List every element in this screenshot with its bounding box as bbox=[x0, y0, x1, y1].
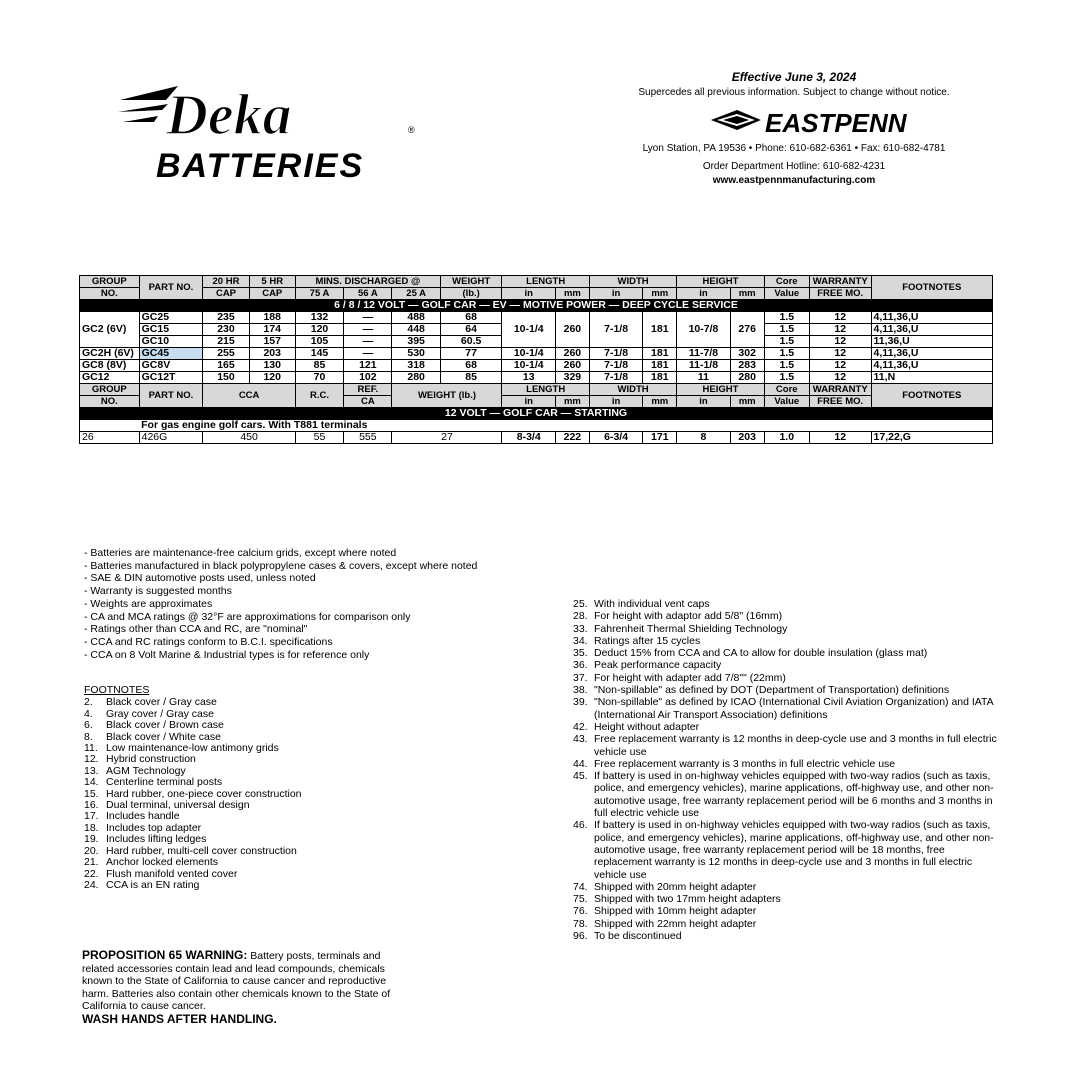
cap20-cell: 230 bbox=[203, 324, 249, 336]
list-item bbox=[573, 733, 1003, 758]
col-value-header: Value bbox=[764, 288, 809, 300]
m75-cell: 120 bbox=[295, 324, 343, 336]
height-mm-cell: 276 bbox=[730, 312, 764, 348]
col-free-header: FREE MO. bbox=[809, 396, 871, 408]
col-in-header: in bbox=[589, 288, 642, 300]
col-cap-header: CAP bbox=[203, 288, 249, 300]
list-item: - Weights are approximates bbox=[84, 597, 213, 610]
footnote-text: Flush manifold vented cover bbox=[106, 867, 238, 880]
list-item bbox=[573, 721, 1003, 733]
footnote-text: Shipped with 10mm height adapter bbox=[594, 905, 757, 918]
list-item bbox=[84, 720, 554, 731]
col-part-header: PART NO. bbox=[139, 384, 203, 408]
col-56a-header: 56 A bbox=[344, 288, 392, 300]
footnote-number: 28. bbox=[573, 610, 588, 623]
warranty-cell: 12 bbox=[809, 336, 871, 348]
footnote-text: Centerline terminal posts bbox=[106, 776, 223, 789]
length-in-cell: 8-3/4 bbox=[502, 432, 555, 444]
footnote-text: Hard rubber, one-piece cover construction bbox=[106, 787, 302, 800]
list-item bbox=[573, 893, 1003, 905]
footnote-number: 19. bbox=[84, 833, 99, 846]
col-cca-header: CCA bbox=[203, 384, 296, 408]
footnote-text: Low maintenance-low antimony grids bbox=[106, 742, 279, 755]
footnote-text: Anchor locked elements bbox=[106, 856, 219, 869]
col-value-header: Value bbox=[764, 396, 809, 408]
group-cell: 26 bbox=[80, 432, 140, 444]
table-note-row bbox=[80, 420, 993, 432]
height-in-cell: 8 bbox=[677, 432, 730, 444]
footnote-text: To be discontinued bbox=[594, 930, 682, 943]
col-rc-header: R.C. bbox=[295, 384, 343, 408]
footnote-text: Height without adapter bbox=[594, 720, 700, 733]
col-mins-header: MINS. DISCHARGED @ bbox=[295, 276, 440, 288]
col-width-header: WIDTH bbox=[589, 276, 676, 288]
cap20-cell: 150 bbox=[203, 372, 249, 384]
wash-hands-warning: WASH HANDS AFTER HANDLING. bbox=[82, 1011, 277, 1026]
footnote-number: 24. bbox=[84, 878, 99, 891]
cap20-cell: 215 bbox=[203, 336, 249, 348]
col-in-header: in bbox=[677, 288, 730, 300]
table-subheader-row bbox=[80, 288, 993, 300]
weight-cell: 64 bbox=[440, 324, 502, 336]
list-item: - Batteries manufactured in black polypropylene cases & covers, except where noted bbox=[84, 559, 478, 572]
footnote-number: 42. bbox=[573, 720, 588, 733]
warranty-cell: 12 bbox=[809, 324, 871, 336]
m56-cell: — bbox=[344, 324, 392, 336]
list-item bbox=[573, 647, 1003, 659]
m56-cell: 102 bbox=[344, 372, 392, 384]
col-mm-header: mm bbox=[643, 396, 677, 408]
section-band-starting bbox=[80, 408, 993, 420]
col-5hr-header: 5 HR bbox=[249, 276, 295, 288]
battery-spec-table bbox=[79, 275, 993, 444]
cap20-cell: 235 bbox=[203, 312, 249, 324]
length-mm-cell: 260 bbox=[555, 312, 589, 348]
list-item bbox=[84, 777, 554, 788]
col-in-header: in bbox=[589, 396, 642, 408]
col-mm-header: mm bbox=[643, 288, 677, 300]
footnote-number: 75. bbox=[573, 893, 588, 906]
height-mm-cell: 203 bbox=[730, 432, 764, 444]
col-free-header: FREE MO. bbox=[809, 288, 871, 300]
footnote-number: 43. bbox=[573, 733, 588, 746]
footnotes-cell: 4,11,36,U bbox=[871, 312, 992, 324]
deka-wordmark: Deka bbox=[166, 82, 292, 147]
list-item bbox=[573, 635, 1003, 647]
height-mm-cell: 302 bbox=[730, 348, 764, 360]
width-mm-cell: 171 bbox=[643, 432, 677, 444]
footnote-text: Peak performance capacity bbox=[594, 659, 722, 672]
length-in-cell: 10-1/4 bbox=[502, 360, 555, 372]
section-band-deep-cycle bbox=[80, 300, 993, 312]
warranty-cell: 12 bbox=[809, 372, 871, 384]
footnote-text: Free replacement warranty is 12 months in deep-cycle use and 3 months in full electric vehicle use bbox=[594, 733, 997, 758]
note-spacer bbox=[80, 420, 140, 432]
footnote-number: 96. bbox=[573, 930, 588, 943]
footnote-text: Ratings after 15 cycles bbox=[594, 634, 701, 647]
footnote-number: 11. bbox=[84, 742, 98, 755]
footnote-text: Gray cover / Gray case bbox=[106, 707, 214, 720]
width-mm-cell: 181 bbox=[643, 348, 677, 360]
height-in-cell: 11-7/8 bbox=[677, 348, 730, 360]
company-address: Lyon Station, PA 19536 • Phone: 610-682-6361 • Fax: 610-682-4781 bbox=[642, 143, 946, 154]
footnote-text: "Non-spillable" as defined by ICAO (International Civil Aviation Organization) and IATA (International Air Transport Association) definitions bbox=[594, 696, 994, 721]
table-header-row bbox=[80, 276, 993, 288]
footnote-text: AGM Technology bbox=[106, 764, 186, 777]
list-item bbox=[573, 672, 1003, 684]
m25-cell: 488 bbox=[392, 312, 440, 324]
col-length-header: LENGTH bbox=[502, 384, 589, 396]
part-cell: GC10 bbox=[139, 336, 203, 348]
footnote-text: For height with adapter add 7/8"" (22mm) bbox=[594, 671, 786, 684]
list-item: - CCA and RC ratings conform to B.C.I. specifications bbox=[84, 635, 333, 648]
section-band-label: 6 / 8 / 12 VOLT — GOLF CAR — EV — MOTIVE POWER — DEEP CYCLE SERVICE bbox=[80, 300, 993, 312]
col-height-header: HEIGHT bbox=[677, 384, 764, 396]
part-cell: GC8V bbox=[139, 360, 203, 372]
footnotes-cell: 11,N bbox=[871, 372, 992, 384]
core-cell: 1.5 bbox=[764, 372, 809, 384]
deka-batteries-logo bbox=[118, 82, 418, 185]
col-warranty-header: WARRANTY bbox=[809, 384, 871, 396]
footnotes-cell: 4,11,36,U bbox=[871, 324, 992, 336]
table-row bbox=[80, 360, 993, 372]
footnote-text: For height with adaptor add 5/8" (16mm) bbox=[594, 610, 783, 623]
footnote-text: Includes top adapter bbox=[106, 821, 202, 834]
list-item bbox=[573, 819, 1003, 880]
cap5-cell: 130 bbox=[249, 360, 295, 372]
footnote-number: 15. bbox=[84, 787, 99, 800]
cap20-cell: 255 bbox=[203, 348, 249, 360]
height-mm-cell: 283 bbox=[730, 360, 764, 372]
footnote-number: 20. bbox=[84, 844, 99, 857]
cap20-cell: 165 bbox=[203, 360, 249, 372]
weight-cell: 68 bbox=[440, 312, 502, 324]
footnote-number: 12. bbox=[84, 753, 99, 766]
col-no-header: NO. bbox=[80, 396, 140, 408]
width-in-cell: 7-1/8 bbox=[589, 348, 642, 360]
list-item: - Warranty is suggested months bbox=[84, 585, 232, 598]
footnote-text: Shipped with 22mm height adapter bbox=[594, 917, 757, 930]
col-ca-header: CA bbox=[344, 396, 392, 408]
weight-cell: 77 bbox=[440, 348, 502, 360]
length-in-cell: 10-1/4 bbox=[502, 348, 555, 360]
footnote-number: 13. bbox=[84, 764, 99, 777]
m56-cell: — bbox=[344, 336, 392, 348]
footnote-number: 78. bbox=[573, 917, 588, 930]
list-item bbox=[84, 857, 554, 868]
height-in-cell: 10-7/8 bbox=[677, 312, 730, 348]
col-footnotes-header: FOOTNOTES bbox=[871, 384, 992, 408]
col-length-header: LENGTH bbox=[502, 276, 589, 288]
height-mm-cell: 280 bbox=[730, 372, 764, 384]
company-website[interactable]: www.eastpennmanufacturing.com bbox=[712, 175, 876, 186]
registered-mark-icon: ® bbox=[408, 125, 415, 135]
list-item bbox=[573, 598, 1003, 610]
col-mm-header: mm bbox=[730, 288, 764, 300]
width-in-cell: 7-1/8 bbox=[589, 372, 642, 384]
footnote-number: 21. bbox=[84, 856, 99, 869]
footnote-number: 18. bbox=[84, 821, 99, 834]
supersedes-note: Supercedes all previous information. Subject to change without notice. bbox=[638, 87, 950, 98]
list-item bbox=[573, 684, 1003, 696]
col-in-header: in bbox=[502, 288, 555, 300]
footnote-text: Black cover / Brown case bbox=[106, 719, 224, 732]
cap5-cell: 157 bbox=[249, 336, 295, 348]
footnote-text: Includes lifting ledges bbox=[106, 833, 207, 846]
footnotes-cell: 4,11,36,U bbox=[871, 348, 992, 360]
m75-cell: 105 bbox=[295, 336, 343, 348]
footnote-number: 35. bbox=[573, 647, 588, 660]
list-item bbox=[573, 659, 1003, 671]
list-item: - CCA on 8 Volt Marine & Industrial types is for reference only bbox=[84, 648, 370, 661]
rc-cell: 55 bbox=[295, 432, 343, 444]
col-in-header: in bbox=[502, 396, 555, 408]
weight-cell: 68 bbox=[440, 360, 502, 372]
footnote-text: "Non-spillable" as defined by DOT (Department of Transportation) definitions bbox=[594, 684, 950, 697]
col-mm-header: mm bbox=[555, 396, 589, 408]
width-in-cell: 7-1/8 bbox=[589, 360, 642, 372]
order-hotline: Order Department Hotline: 610-682-4231 bbox=[702, 161, 886, 172]
m75-cell: 70 bbox=[295, 372, 343, 384]
footnote-text: Shipped with 20mm height adapter bbox=[594, 880, 757, 893]
m75-cell: 85 bbox=[295, 360, 343, 372]
col-height-header: HEIGHT bbox=[677, 276, 764, 288]
col-mm-header: mm bbox=[555, 288, 589, 300]
col-part-header: PART NO. bbox=[139, 276, 203, 300]
group-cell: GC2 (6V) bbox=[80, 312, 140, 348]
m56-cell: 121 bbox=[344, 360, 392, 372]
col-width-header: WIDTH bbox=[589, 384, 676, 396]
list-item bbox=[573, 905, 1003, 917]
eastpenn-wordmark: EASTPENN bbox=[765, 108, 907, 138]
col-mm-header: mm bbox=[730, 396, 764, 408]
footnote-text: Black cover / Gray case bbox=[106, 696, 217, 709]
footnote-text: Hybrid construction bbox=[106, 753, 196, 766]
m56-cell: — bbox=[344, 348, 392, 360]
list-item bbox=[573, 770, 1003, 819]
list-item bbox=[84, 834, 554, 845]
group-cell: GC8 (8V) bbox=[80, 360, 140, 372]
footnotes-right bbox=[573, 598, 1003, 942]
section-band-label: 12 VOLT — GOLF CAR — STARTING bbox=[80, 408, 993, 420]
m25-cell: 530 bbox=[392, 348, 440, 360]
company-header bbox=[600, 70, 988, 188]
weight-cell: 85 bbox=[440, 372, 502, 384]
m25-cell: 395 bbox=[392, 336, 440, 348]
prop65-warning bbox=[82, 949, 412, 1026]
prop65-body: Battery posts, terminals and related accessories contain lead and lead compounds, chemicals known to the State of California to cause cancer and reproductive harm. Batteries also contain other chemicals known to the State of California to cause cancer. bbox=[82, 950, 391, 1013]
footnote-text: With individual vent caps bbox=[594, 598, 710, 610]
part-cell: GC12T bbox=[139, 372, 203, 384]
col-no-header: NO. bbox=[80, 288, 140, 300]
footnote-number: 39. bbox=[573, 696, 588, 709]
width-in-cell: 7-1/8 bbox=[589, 312, 642, 348]
footnote-text: Deduct 15% from CCA and CA to allow for double insulation (glass mat) bbox=[594, 647, 928, 660]
warranty-cell: 12 bbox=[809, 360, 871, 372]
col-in-header: in bbox=[677, 396, 730, 408]
list-item: - CA and MCA ratings @ 32°F are approximations for comparison only bbox=[84, 610, 411, 623]
m25-cell: 448 bbox=[392, 324, 440, 336]
col-cap-header: CAP bbox=[249, 288, 295, 300]
footnotes-cell: 11,36,U bbox=[871, 336, 992, 348]
footnote-number: 45. bbox=[573, 770, 588, 783]
cap5-cell: 188 bbox=[249, 312, 295, 324]
table-note: For gas engine golf cars. With T881 terminals bbox=[139, 420, 992, 432]
group-cell: GC12 bbox=[80, 372, 140, 384]
group-cell: GC2H (6V) bbox=[80, 348, 140, 360]
footnote-number: 25. bbox=[573, 598, 588, 610]
core-cell: 1.5 bbox=[764, 348, 809, 360]
cap5-cell: 120 bbox=[249, 372, 295, 384]
core-cell: 1.5 bbox=[764, 312, 809, 324]
batteries-wordmark: BATTERIES bbox=[156, 147, 365, 185]
ca-cell: 555 bbox=[344, 432, 392, 444]
prop65-title: PROPOSITION 65 WARNING: bbox=[82, 948, 248, 962]
col-group-header: GROUP bbox=[80, 276, 140, 288]
footnote-number: 38. bbox=[573, 684, 588, 697]
footnote-number: 76. bbox=[573, 905, 588, 918]
effective-date: Effective June 3, 2024 bbox=[731, 70, 857, 84]
footnote-text: Shipped with two 17mm height adapters bbox=[594, 893, 781, 906]
table-row bbox=[80, 372, 993, 384]
core-cell: 1.5 bbox=[764, 336, 809, 348]
footnotes-cell: 4,11,36,U bbox=[871, 360, 992, 372]
footnote-number: 34. bbox=[573, 634, 588, 647]
m56-cell: — bbox=[344, 312, 392, 324]
cap5-cell: 203 bbox=[249, 348, 295, 360]
list-item bbox=[573, 881, 1003, 893]
height-in-cell: 11 bbox=[677, 372, 730, 384]
col-weight-lb-header: WEIGHT (lb.) bbox=[392, 384, 502, 408]
footnote-text: Includes handle bbox=[106, 810, 180, 823]
footnote-number: 74. bbox=[573, 880, 588, 893]
col-group-header: GROUP bbox=[80, 384, 140, 396]
cca-cell: 450 bbox=[203, 432, 296, 444]
list-item: - Ratings other than CCA and RC, are "nominal" bbox=[84, 623, 308, 636]
footnote-text: Fahrenheit Thermal Shielding Technology bbox=[594, 622, 788, 635]
table-row bbox=[80, 432, 993, 444]
footnote-text: If battery is used in on-highway vehicles equipped with two-way radios (such as taxis, police, and emergency vehicles), marine applications, off-highway use, and other non-automotive usage, free warranty replacement period will be 6 months and 3 months in full electric vehicle use bbox=[594, 770, 994, 820]
list-item bbox=[84, 880, 554, 891]
footnote-number: 46. bbox=[573, 819, 588, 832]
col-warranty-header: WARRANTY bbox=[809, 276, 871, 288]
col-core-header: Core bbox=[764, 384, 809, 396]
width-mm-cell: 181 bbox=[643, 360, 677, 372]
cap5-cell: 174 bbox=[249, 324, 295, 336]
col-weight-header: WEIGHT bbox=[440, 276, 502, 288]
weight-cell: 60.5 bbox=[440, 336, 502, 348]
footnote-number: 14. bbox=[84, 776, 99, 789]
col-25a-header: 25 A bbox=[392, 288, 440, 300]
col-lb-header: (lb.) bbox=[440, 288, 502, 300]
m75-cell: 132 bbox=[295, 312, 343, 324]
footnotes-cell: 17,22,G bbox=[871, 432, 992, 444]
col-core-header: Core bbox=[764, 276, 809, 288]
core-cell: 1.5 bbox=[764, 360, 809, 372]
table-row bbox=[80, 312, 993, 324]
width-mm-cell: 181 bbox=[643, 312, 677, 348]
weight-cell: 27 bbox=[392, 432, 502, 444]
warranty-cell: 12 bbox=[809, 348, 871, 360]
list-item: - SAE & DIN automotive posts used, unless noted bbox=[84, 572, 316, 585]
part-cell: GC45 bbox=[139, 348, 203, 360]
footnote-number: 4. bbox=[84, 707, 93, 720]
footnote-text: Dual terminal, universal design bbox=[106, 799, 250, 812]
list-item bbox=[573, 930, 1003, 942]
part-cell: GC15 bbox=[139, 324, 203, 336]
core-cell: 1.0 bbox=[764, 432, 809, 444]
footnote-number: 33. bbox=[573, 622, 588, 635]
width-mm-cell: 181 bbox=[643, 372, 677, 384]
list-item bbox=[573, 918, 1003, 930]
footnote-number: 6. bbox=[84, 719, 93, 732]
warranty-cell: 12 bbox=[809, 432, 871, 444]
eastpenn-logo bbox=[709, 102, 907, 138]
list-item bbox=[573, 758, 1003, 770]
footnote-number: 37. bbox=[573, 671, 588, 684]
height-in-cell: 11-1/8 bbox=[677, 360, 730, 372]
footnote-text: Free replacement warranty is 3 months in full electric vehicle use bbox=[594, 757, 896, 770]
length-mm-cell: 260 bbox=[555, 348, 589, 360]
footnotes-left bbox=[84, 685, 554, 891]
width-in-cell: 6-3/4 bbox=[589, 432, 642, 444]
list-item bbox=[573, 623, 1003, 635]
length-in-cell: 13 bbox=[502, 372, 555, 384]
warranty-cell: 12 bbox=[809, 312, 871, 324]
col-75a-header: 75 A bbox=[295, 288, 343, 300]
footnote-number: 36. bbox=[573, 659, 588, 672]
length-in-cell: 10-1/4 bbox=[502, 312, 555, 348]
footnotes-title: FOOTNOTES bbox=[84, 684, 150, 696]
m75-cell: 145 bbox=[295, 348, 343, 360]
list-item: - Batteries are maintenance-free calcium grids, except where noted bbox=[84, 547, 397, 559]
m25-cell: 318 bbox=[392, 360, 440, 372]
list-item bbox=[573, 610, 1003, 622]
table-row bbox=[80, 348, 993, 360]
col-20hr-header: 20 HR bbox=[203, 276, 249, 288]
footnote-text: Hard rubber, multi-cell cover construction bbox=[106, 844, 297, 857]
footnote-text: Black cover / White case bbox=[106, 730, 221, 743]
general-notes bbox=[84, 547, 554, 661]
core-cell: 1.5 bbox=[764, 324, 809, 336]
part-cell: 426G bbox=[139, 432, 203, 444]
footnote-number: 2. bbox=[84, 696, 93, 709]
m25-cell: 280 bbox=[392, 372, 440, 384]
footnote-text: CCA is an EN rating bbox=[106, 878, 200, 891]
footnote-text: If battery is used in on-highway vehicles equipped with two-way radios (such as taxis, police, and emergency vehicles), marine applications, off-highway use, and other non-automotive usage, free warranty replacement period will be 18 months, free replacement warranty is 12 months in deep-cycle use and 3 months in full electric vehicle use bbox=[594, 819, 994, 881]
table-header-row-2 bbox=[80, 384, 993, 396]
length-mm-cell: 329 bbox=[555, 372, 589, 384]
list-item bbox=[573, 696, 1003, 721]
footnote-number: 8. bbox=[84, 730, 93, 743]
footnote-number: 16. bbox=[84, 799, 99, 812]
length-mm-cell: 222 bbox=[555, 432, 589, 444]
col-ref-header: REF. bbox=[344, 384, 392, 396]
col-footnotes-header: FOOTNOTES bbox=[871, 276, 992, 300]
footnote-number: 44. bbox=[573, 757, 588, 770]
part-cell: GC25 bbox=[139, 312, 203, 324]
footnote-number: 17. bbox=[84, 810, 99, 823]
length-mm-cell: 260 bbox=[555, 360, 589, 372]
footnote-number: 22. bbox=[84, 867, 99, 880]
